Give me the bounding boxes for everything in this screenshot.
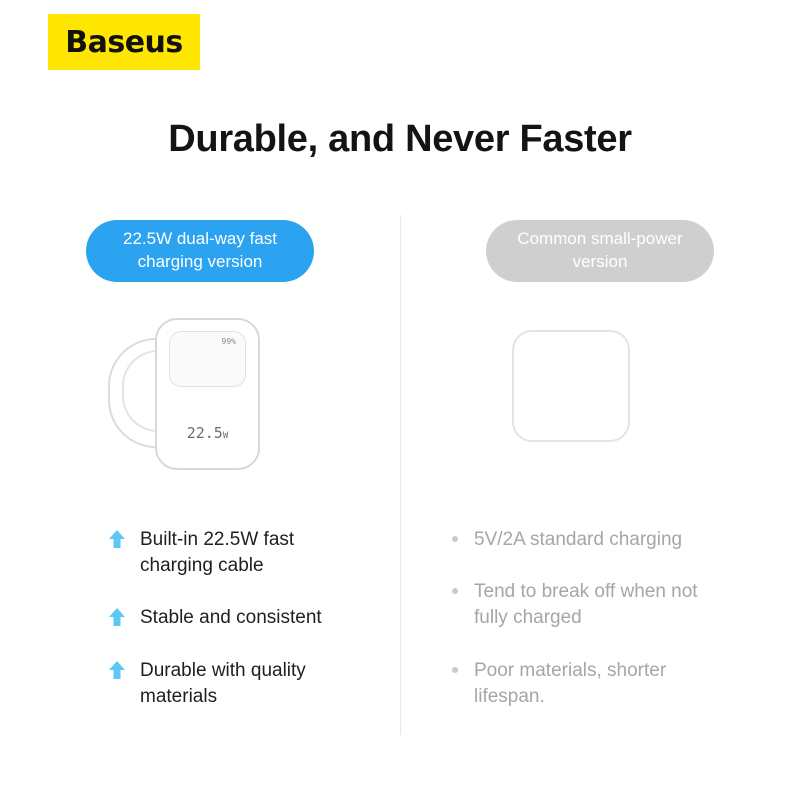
feature-text: Built-in 22.5W fast charging cable xyxy=(140,529,295,577)
page-title: Durable, and Never Faster xyxy=(168,118,632,160)
brand-logo xyxy=(48,14,200,70)
comparison-columns xyxy=(0,205,800,745)
list-item xyxy=(108,527,400,579)
brand-logo-text: Baseus xyxy=(65,24,183,60)
product-illustration-powerbank xyxy=(0,308,400,513)
plain-charger-icon xyxy=(512,330,630,442)
list-item xyxy=(452,579,800,631)
up-arrow-icon xyxy=(108,660,126,680)
column-fast-charging xyxy=(0,205,400,745)
feature-text: Durable with quality materials xyxy=(140,659,306,707)
list-item xyxy=(452,527,800,553)
column-pill-primary: 22.5W dual-way fast charging version xyxy=(86,220,314,282)
wattage-unit: W xyxy=(222,431,229,441)
feature-list-left xyxy=(0,527,400,710)
feature-text: 5V/2A standard charging xyxy=(474,529,683,550)
wattage-value: 22.5 xyxy=(186,424,223,442)
column-common-version xyxy=(400,205,800,745)
up-arrow-icon xyxy=(108,607,126,627)
up-arrow-icon xyxy=(108,529,126,549)
powerbank-body-icon xyxy=(155,318,260,470)
battery-percent-readout: 99% xyxy=(221,337,236,346)
feature-text: Poor materials, shorter lifespan. xyxy=(474,659,667,707)
feature-text: Tend to break off when not fully charged xyxy=(474,581,698,629)
column-pill-secondary: Common small-power version xyxy=(486,220,714,282)
feature-list-right xyxy=(400,527,800,710)
dot-icon xyxy=(452,536,458,542)
dot-icon xyxy=(452,588,458,594)
list-item xyxy=(108,658,400,710)
dot-icon xyxy=(452,667,458,673)
list-item xyxy=(452,658,800,710)
product-illustration-charger xyxy=(400,308,800,513)
list-item xyxy=(108,605,400,631)
feature-text: Stable and consistent xyxy=(140,607,322,629)
wattage-readout xyxy=(157,424,258,442)
powerbank-screen xyxy=(169,331,246,387)
